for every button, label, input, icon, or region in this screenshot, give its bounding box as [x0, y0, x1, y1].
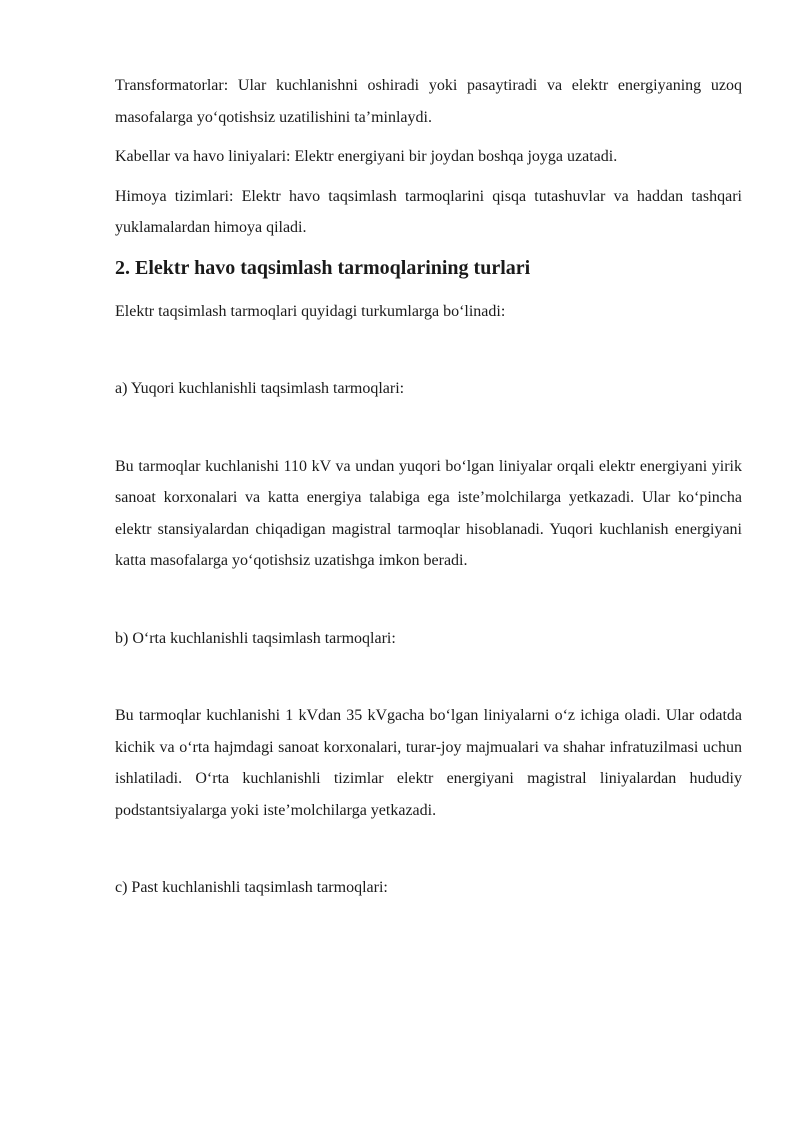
- subheading-a: a) Yuqori kuchlanishli taqsimlash tarmoqlari:: [115, 380, 405, 397]
- paragraph-a: Bu tarmoqlar kuchlanishi 110 kV va undan yuqori bo‘lgan liniyalar orqali elektr energiyani yirik sanoat korxonalari va katta energiya talabiga ega iste’molchilarga yetkazadi. Ular ko‘pincha elektr stansiyalardan chiqadigan magistral tarmoqlar hisoblanadi. Yuqori kuchlanish energiyani katta masofalarga yo‘qotishsiz uzatishga imkon beradi.: [115, 457, 742, 569]
- subheading-c: c) Past kuchlanishli taqsimlash tarmoqlari:: [115, 879, 388, 896]
- paragraph-protection: Himoya tizimlari: Elektr havo taqsimlash tarmoqlarini qisqa tutashuvlar va haddan tashqari yuklamalardan himoya qiladi.: [115, 187, 742, 236]
- paragraph-cables: Kabellar va havo liniyalari: Elektr energiyani bir joydan boshqa joyga uzatadi.: [115, 148, 618, 165]
- document-page: [115, 70, 742, 904]
- paragraph-intro: Elektr taqsimlash tarmoqlari quyidagi turkumlarga bo‘linadi:: [115, 302, 506, 320]
- subheading-b: b) O‘rta kuchlanishli taqsimlash tarmoqlari:: [115, 629, 396, 647]
- section-heading-2: 2. Elektr havo taqsimlash tarmoqlarining turlari: [115, 256, 531, 279]
- paragraph-transformators: Transformatorlar: Ular kuchlanishni oshiradi yoki pasaytiradi va elektr energiyaning uzoq masofalarga yo‘qotishsiz uzatilishini ta’minlaydi.: [115, 77, 742, 126]
- paragraph-b: Bu tarmoqlar kuchlanishi 1 kVdan 35 kVgacha bo‘lgan liniyalarni o‘z ichiga oladi. Ular odatda kichik va o‘rta hajmdagi sanoat korxonalari, turar-joy majmualari va shahar infratuzilmasi uchun ishlatiladi. O‘rta kuchlanishli tizimlar elektr energiyani magistral liniyalardan hududiy podstantsiyalarga yoki iste’molchilarga yetkazadi.: [115, 707, 742, 819]
